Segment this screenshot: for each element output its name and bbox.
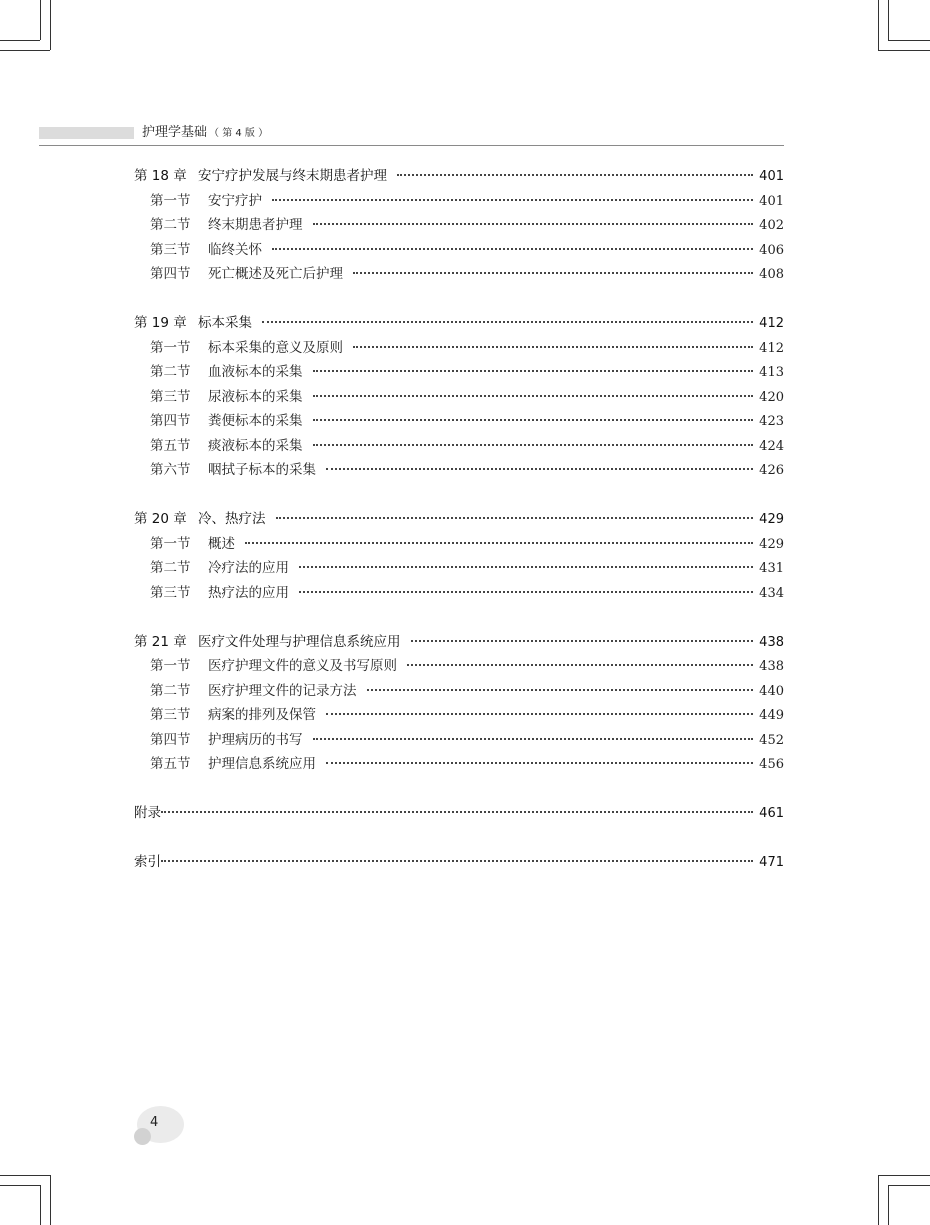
section-entry[interactable] <box>134 385 784 410</box>
toc-appendix <box>134 801 784 826</box>
section-title: 医疗护理文件的意义及书写原则 <box>208 658 397 674</box>
crop-mark <box>50 1175 51 1225</box>
page-number: 4 <box>150 1115 159 1130</box>
section-title: 标本采集的意义及原则 <box>208 339 343 356</box>
section-title: 冷疗法的应用 <box>208 560 289 576</box>
chapter-title: 冷、热疗法 <box>198 511 266 527</box>
page-ref: 429 <box>759 512 784 527</box>
section-title: 概述 <box>208 535 235 552</box>
section-title: 临终关怀 <box>208 241 262 258</box>
dot-leader <box>299 591 753 593</box>
section-number: 第二节 <box>150 560 191 576</box>
page-ref: 429 <box>759 536 784 552</box>
chapter-title: 标本采集 <box>198 315 252 331</box>
page-ref: 456 <box>759 757 784 772</box>
section-entry[interactable] <box>134 581 784 606</box>
section-title: 尿液标本的采集 <box>208 388 303 405</box>
section-title: 死亡概述及死亡后护理 <box>208 266 343 282</box>
dot-leader <box>397 174 753 176</box>
dot-leader <box>313 738 754 740</box>
chapter-number: 第 19 章 <box>134 315 187 331</box>
page-ref: 408 <box>759 267 784 282</box>
section-entry[interactable] <box>134 752 784 777</box>
dot-leader <box>299 566 753 568</box>
chapter-entry[interactable] <box>134 507 784 532</box>
page-ref: 424 <box>759 438 784 454</box>
section-number: 第二节 <box>150 364 191 380</box>
toc-chapter <box>134 164 784 287</box>
header-rule <box>39 145 784 146</box>
chapter-number: 第 20 章 <box>134 511 187 527</box>
page-ref: 431 <box>759 561 784 576</box>
crop-mark <box>878 50 930 51</box>
section-entry[interactable] <box>134 679 784 704</box>
page-ref: 440 <box>759 683 784 699</box>
crop-mark <box>0 1185 40 1186</box>
dot-leader <box>407 664 753 666</box>
section-entry[interactable] <box>134 703 784 728</box>
section-number: 第五节 <box>150 756 191 772</box>
running-header <box>142 124 268 143</box>
section-title: 咽拭子标本的采集 <box>208 462 316 478</box>
dot-leader <box>262 321 753 323</box>
crop-mark <box>40 0 41 40</box>
section-number: 第五节 <box>150 437 191 454</box>
section-number: 第一节 <box>150 192 191 209</box>
crop-mark <box>50 0 51 50</box>
section-entry[interactable] <box>134 189 784 214</box>
page-ref: 413 <box>759 365 784 380</box>
page-ref: 402 <box>759 218 784 233</box>
dot-leader <box>326 713 753 715</box>
section-number: 第三节 <box>150 388 191 405</box>
section-entry[interactable] <box>134 262 784 287</box>
toc-chapter <box>134 630 784 777</box>
section-number: 第一节 <box>150 339 191 356</box>
crop-mark <box>888 0 889 40</box>
chapter-entry[interactable] <box>134 164 784 189</box>
dot-leader <box>313 444 754 446</box>
section-entry[interactable] <box>134 238 784 263</box>
page-ref: 412 <box>759 316 784 331</box>
crop-mark <box>878 1175 930 1176</box>
page-ref: 471 <box>759 855 784 870</box>
crop-mark <box>0 1175 50 1176</box>
toc-chapter <box>134 311 784 483</box>
appendix-title: 附录 <box>134 805 161 821</box>
dot-leader <box>272 199 753 201</box>
dot-leader <box>411 640 754 642</box>
dot-leader <box>326 468 753 470</box>
dot-leader <box>313 223 754 225</box>
section-entry[interactable] <box>134 532 784 557</box>
crop-mark <box>888 40 930 41</box>
section-entry[interactable] <box>134 458 784 483</box>
page-ref: 420 <box>759 389 784 405</box>
crop-mark <box>0 50 50 51</box>
page-ref: 461 <box>759 806 784 821</box>
section-number: 第六节 <box>150 462 191 478</box>
dot-leader <box>272 248 753 250</box>
page-ref: 438 <box>759 634 784 650</box>
section-title: 血液标本的采集 <box>208 364 303 380</box>
section-title: 病案的排列及保管 <box>208 707 316 723</box>
crop-mark <box>878 0 879 50</box>
chapter-entry[interactable] <box>134 630 784 655</box>
dot-leader <box>245 542 753 544</box>
crop-mark <box>40 1185 41 1225</box>
section-title: 安宁疗护 <box>208 192 262 209</box>
section-title: 医疗护理文件的记录方法 <box>208 682 357 699</box>
page-ref: 452 <box>759 732 784 748</box>
section-entry[interactable] <box>134 409 784 434</box>
section-number: 第一节 <box>150 658 191 674</box>
page-ref: 449 <box>759 708 784 723</box>
dot-leader <box>313 419 754 421</box>
chapter-entry[interactable] <box>134 311 784 336</box>
section-title: 终末期患者护理 <box>208 217 303 233</box>
page-ref: 412 <box>759 340 784 356</box>
section-number: 第三节 <box>150 584 191 601</box>
section-entry[interactable] <box>134 360 784 385</box>
dot-leader <box>313 395 754 397</box>
section-number: 第二节 <box>150 217 191 233</box>
section-entry[interactable] <box>134 213 784 238</box>
index-entry[interactable] <box>134 850 784 875</box>
dot-leader <box>161 860 753 862</box>
dot-leader <box>367 689 754 691</box>
crop-mark <box>0 40 40 41</box>
page-ref: 423 <box>759 414 784 429</box>
toc-index <box>134 850 784 875</box>
page-number-dot <box>134 1128 151 1145</box>
dot-leader <box>326 762 753 764</box>
section-entry[interactable] <box>134 556 784 581</box>
section-title: 护理病历的书写 <box>208 731 303 748</box>
book-title: 护理学基础 <box>142 125 208 140</box>
chapter-number: 第 18 章 <box>134 168 187 184</box>
index-title: 索引 <box>134 854 161 870</box>
section-entry[interactable] <box>134 654 784 679</box>
crop-mark <box>878 1175 879 1225</box>
section-number: 第三节 <box>150 707 191 723</box>
dot-leader <box>276 517 754 519</box>
section-entry[interactable] <box>134 434 784 459</box>
dot-leader <box>313 370 754 372</box>
page-ref: 438 <box>759 659 784 674</box>
header-decor-bar <box>39 127 134 139</box>
page-ref: 401 <box>759 169 784 184</box>
section-title: 护理信息系统应用 <box>208 756 316 772</box>
section-number: 第四节 <box>150 413 191 429</box>
chapter-title: 医疗文件处理与护理信息系统应用 <box>198 633 401 650</box>
crop-mark <box>888 1185 930 1186</box>
section-title: 痰液标本的采集 <box>208 437 303 454</box>
toc-chapter <box>134 507 784 605</box>
crop-mark <box>888 1185 889 1225</box>
table-of-contents <box>134 164 784 899</box>
dot-leader <box>353 346 753 348</box>
dot-leader <box>353 272 753 274</box>
chapter-number: 第 21 章 <box>134 633 187 650</box>
section-number: 第三节 <box>150 241 191 258</box>
section-number: 第一节 <box>150 535 191 552</box>
section-entry[interactable] <box>134 728 784 753</box>
section-title: 粪便标本的采集 <box>208 413 303 429</box>
section-number: 第二节 <box>150 682 191 699</box>
section-entry[interactable] <box>134 336 784 361</box>
section-number: 第四节 <box>150 731 191 748</box>
page-ref: 434 <box>759 585 784 601</box>
page-ref: 406 <box>759 242 784 258</box>
appendix-entry[interactable] <box>134 801 784 826</box>
book-edition: （ 第 4 版 ） <box>209 128 269 139</box>
dot-leader <box>161 811 753 813</box>
section-title: 热疗法的应用 <box>208 584 289 601</box>
chapter-title: 安宁疗护发展与终末期患者护理 <box>198 168 387 184</box>
page-ref: 401 <box>759 193 784 209</box>
page-ref: 426 <box>759 463 784 478</box>
section-number: 第四节 <box>150 266 191 282</box>
